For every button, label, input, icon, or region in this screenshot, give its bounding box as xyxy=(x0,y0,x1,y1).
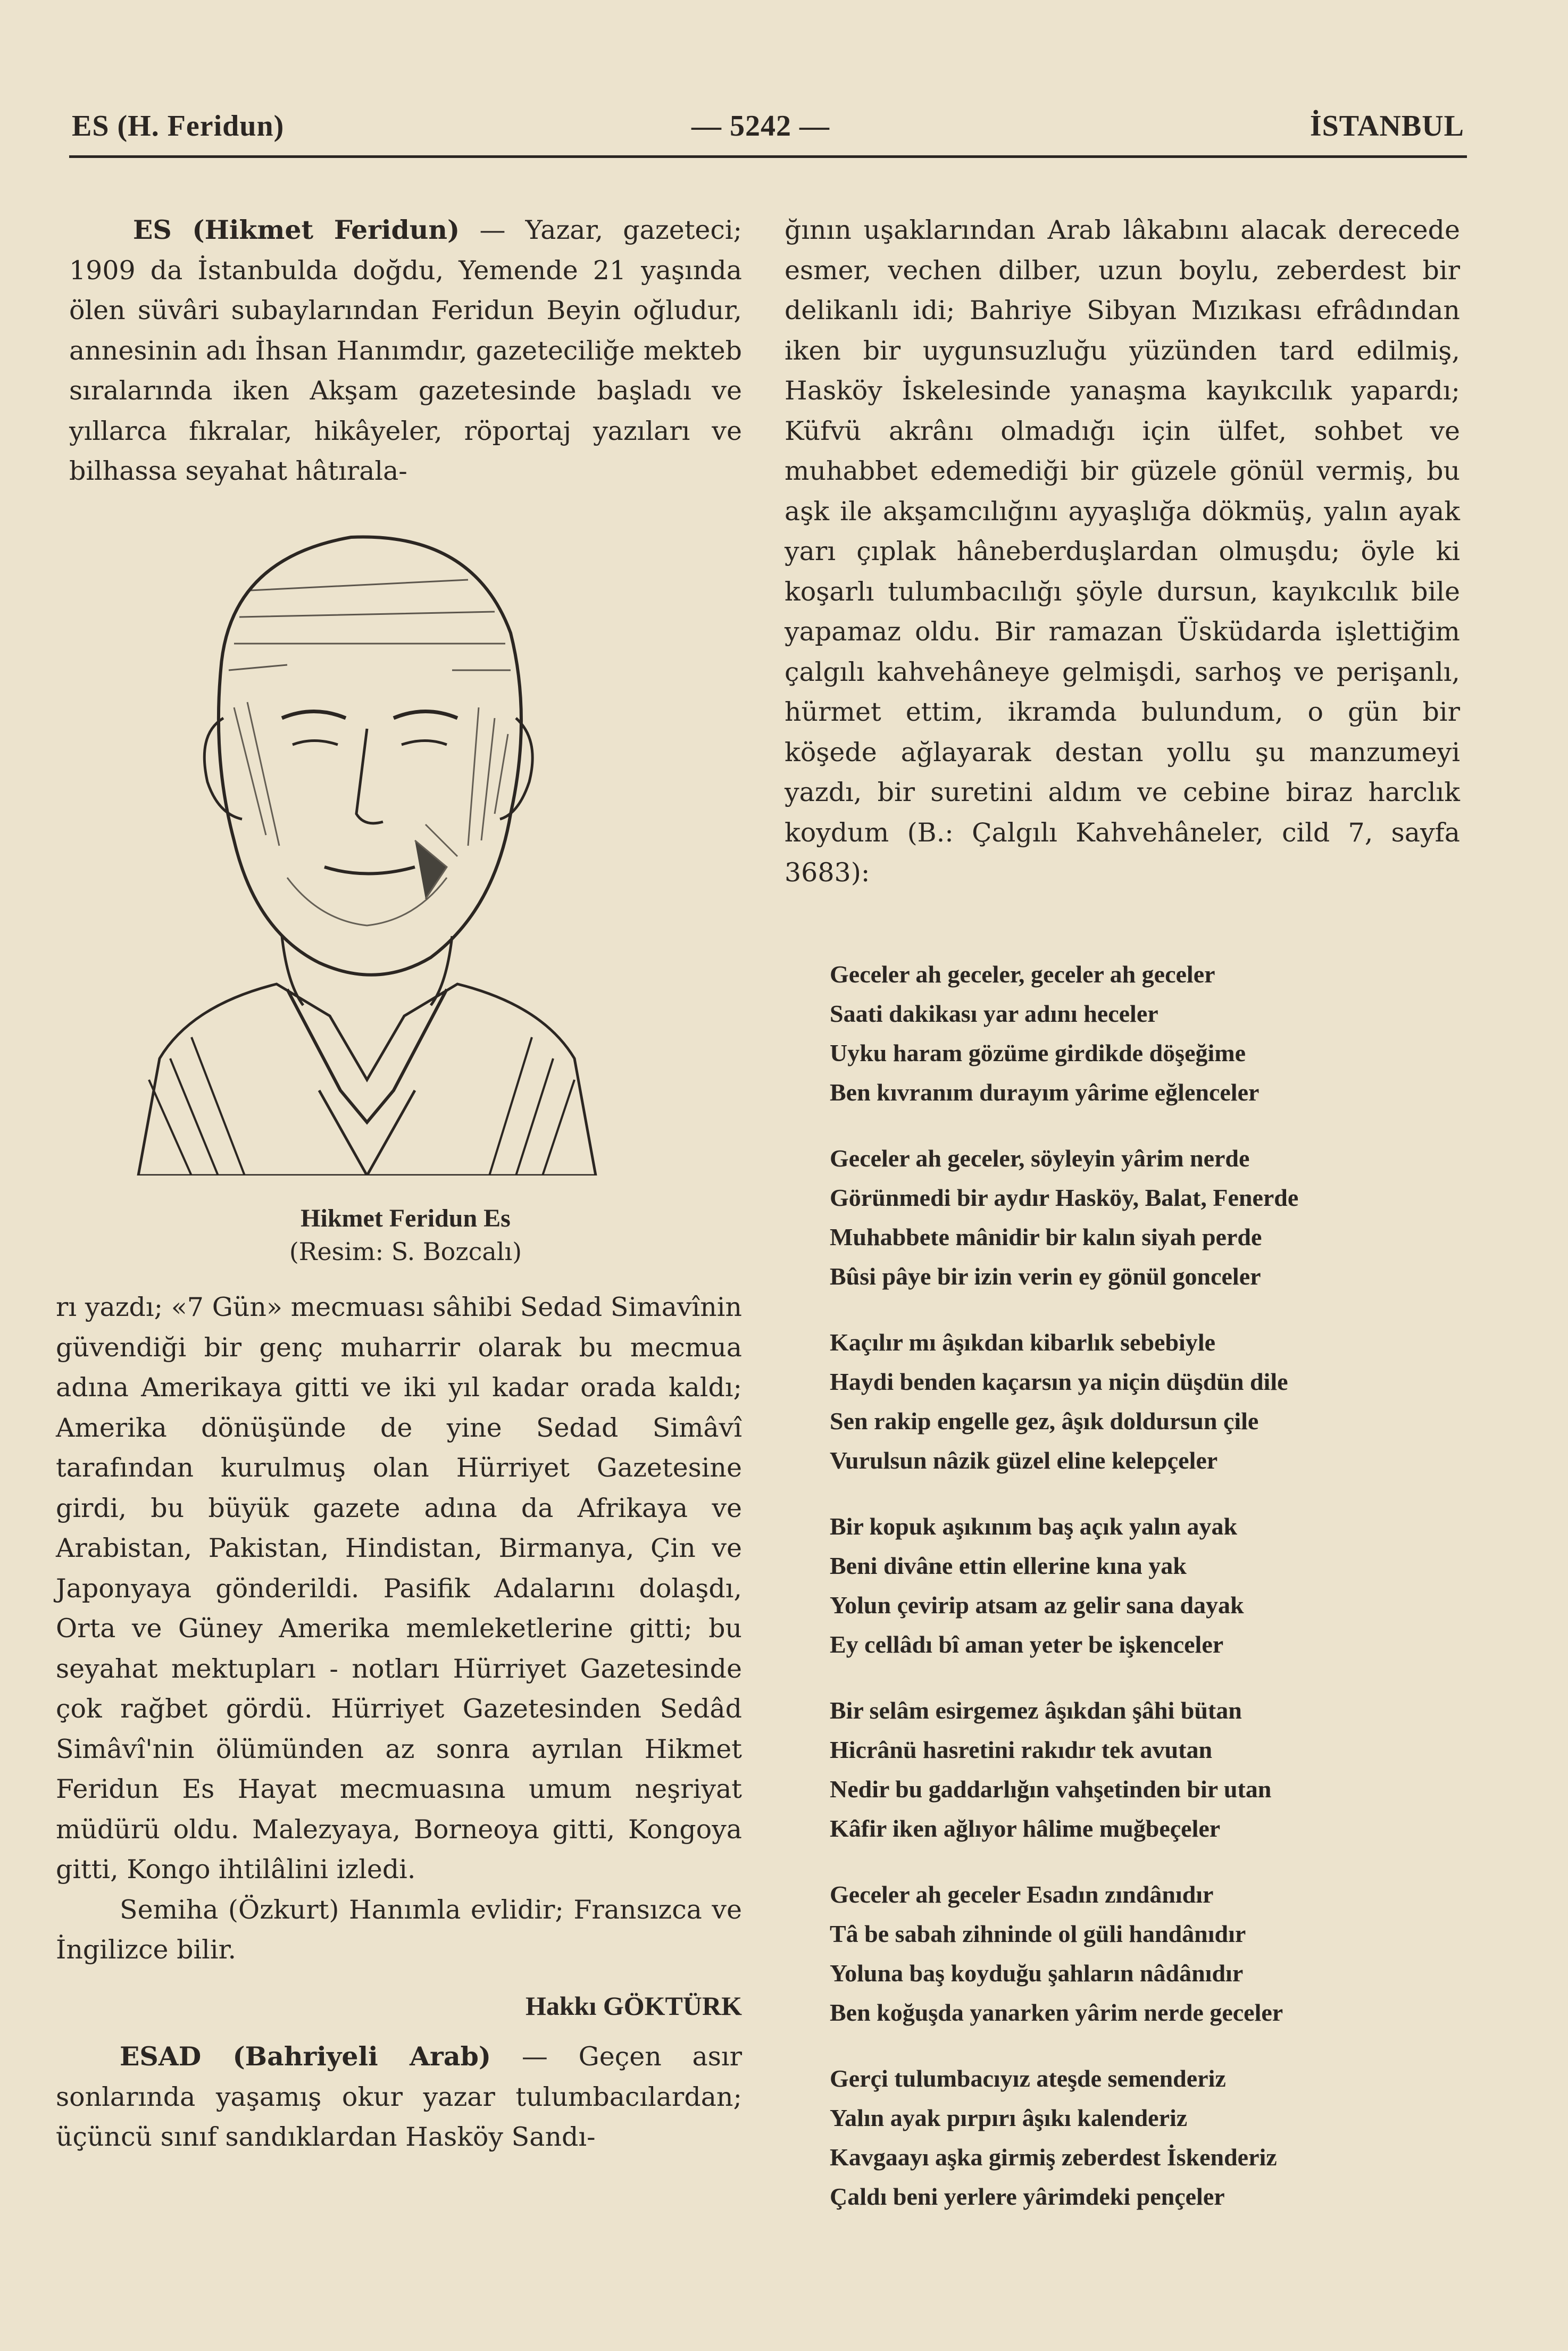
header-rule xyxy=(69,155,1467,158)
poem-line: Saati dakikası yar adını heceler xyxy=(830,1000,1158,1027)
poem-line: Uyku haram gözüme girdikde döşeğime xyxy=(830,1039,1246,1066)
poem-line: Kaçılır mı âşıkdan kibarlık sebebiyle xyxy=(830,1329,1216,1356)
poem-line: Bir kopuk aşıkınım baş açık yalın ayak xyxy=(830,1513,1238,1540)
poem-line: Nedir bu gaddarlığın vahşetinden bir utan xyxy=(830,1775,1272,1803)
poem-stanza xyxy=(830,2059,1479,2216)
poem-stanza xyxy=(830,1139,1479,1296)
poem-line: Muhabbete mânidir bir kalın siyah perde xyxy=(830,1223,1262,1250)
poem-stanza xyxy=(830,1691,1479,1848)
poem-line: Kavgaayı aşka girmiş zeberdest İskenderiz xyxy=(830,2144,1277,2171)
poem-stanza xyxy=(830,1323,1479,1480)
poem-line: Geceler ah geceler Esadın zındânıdır xyxy=(830,1881,1214,1908)
poem-line: Vurulsun nâzik güzel eline kelepçeler xyxy=(830,1447,1218,1474)
poem-line: Kâfir iken ağlıyor hâlime muğbeçeler xyxy=(830,1815,1221,1842)
poem-line: Ben kıvranım durayım yârime eğlenceler xyxy=(830,1079,1260,1106)
poem-line: Bir selâm esirgemez âşıkdan şâhi bütan xyxy=(830,1697,1242,1724)
entry-text-continued: ğının uşaklarından Arab lâkabını alacak derecede esmer, vechen dilber, uzun boylu, zeberdest bir delikanlı idi; Bahriye Sibyan Mızıkası efrâdından iken bir uygunsuzluğu yüzünden tard edilmiş, Hasköy İskelesinde yanaşma kayıkcılık yapardı; Küfvü akrânı olmadığı için ülfet, sohbet ve muhabbet edemediği bir güzele gönül vermiş, bu aşk ile akşamcılığını ayyaşlığa dökmüş, yalın ayak yarı çıplak hâneberduşlardan olmuşdu; öyle ki koşarlı tulumbacılığı şöyle dursun, kayıkcılık bile yapamaz oldu. Bir ramazan Üsküdarda işlettiğim çalgılı kahvehâneye gelmişdi, sarhoş ve perişanlı, hürmet ettim, ikramda bulundum, o gün bir köşede ağlayarak destan yollu şu manzumeyi yazdı, bir suretini aldım ve cebine biraz harclık koydum (B.: Çalgılı Kahvehâneler, cild 7, sayfa 3683): xyxy=(785,215,1460,888)
entry-esad-bahriyeli-arab xyxy=(56,2037,742,2157)
entry-text: — Geçen asır sonlarında yaşamış okur yazar tulumbacılardan; üçüncü sınıf sandıklardan Hasköy Sandı- xyxy=(56,2041,742,2152)
poem-line: Sen rakip engelle gez, âşık doldursun çile xyxy=(830,1407,1259,1435)
poem-line: Yolun çevirip atsam az gelir sana dayak xyxy=(830,1591,1244,1619)
poem-line: Beni divâne ettin ellerine kına yak xyxy=(830,1552,1187,1579)
poem xyxy=(830,955,1479,2243)
poem-stanza xyxy=(830,1875,1479,2032)
poem-line: Geceler ah geceler, geceler ah geceler xyxy=(830,961,1215,988)
portrait-illustration xyxy=(128,495,606,1176)
left-column-continued xyxy=(56,1287,742,2157)
poem-line: Görünmedi bir aydır Hasköy, Balat, Fenerde xyxy=(830,1184,1299,1211)
poem-line: Gerçi tulumbacıyız ateşde semenderiz xyxy=(830,2065,1226,2092)
poem-line: Haydi benden kaçarsın ya niçin düşdün dile xyxy=(830,1368,1288,1395)
poem-line: Yoluna baş koyduğu şahların nâdânıdır xyxy=(830,1960,1244,1987)
poem-line: Çaldı beni yerlere yârimdeki pençeler xyxy=(830,2183,1225,2210)
running-head-right: İSTANBUL xyxy=(1310,110,1464,143)
poem-line: Bûsi pâye bir izin verin ey gönül gonceler xyxy=(830,1263,1261,1290)
right-column-text xyxy=(785,210,1460,893)
entry-family: Semiha (Özkurt) Hanımla evlidir; Fransızca ve İngilizce bilir. xyxy=(56,1894,742,1965)
portrait-caption xyxy=(69,1202,742,1268)
entry-text: — Yazar, gazeteci; 1909 da İstanbulda doğdu, Yemende 21 yaşında ölen süvâri subaylarından Feridun Beyin oğludur, annesinin adı İhsan Hanımdır, gazeteciliğe mekteb sıralarında iken Akşam gazetesinde başladı ve yıllarca fıkralar, hikâyeler, röportaj yazıları ve bilhassa seyahat hâtırala- xyxy=(69,215,743,486)
author-signature: Hakkı GÖKTÜRK xyxy=(525,1990,742,2021)
running-head-left: ES (H. Feridun) xyxy=(72,110,285,143)
entry-title: ESAD (Bahriyeli Arab) xyxy=(120,2041,491,2072)
poem-stanza xyxy=(830,1507,1479,1664)
poem-line: Hicrânü hasretini rakıdır tek avutan xyxy=(830,1736,1213,1763)
entry-title: ES (Hikmet Feridun) xyxy=(133,214,460,245)
poem-line: Tâ be sabah zihninde ol güli handânıdır xyxy=(830,1920,1246,1947)
page-number: — 5242 — xyxy=(691,110,830,143)
poem-line: Ben koğuşda yanarken yârim nerde geceler xyxy=(830,1999,1283,2026)
poem-stanza xyxy=(830,955,1479,1112)
entry-text-continued: rı yazdı; «7 Gün» mecmuası sâhibi Sedad Simavînin güvendiği bir genç muharrir olarak bu mecmua adına Amerikaya gitti ve iki yıl kadar orada kaldı; Amerika dönüşünde de yine Sedad Simâvî tarafından kurulmuş olan Hürriyet Gazetesine girdi, bu büyük gazete adına da Afrikaya ve Arabistan, Pakistan, Hindistan, Birmanya, Çin ve Japonyaya gönderildi. Pasifik Adalarını dolaşdı, Orta ve Güney Amerika memleketlerine gitti; bu seyahat mektupları - notları Hürriyet Gazetesinde çok rağbet gördü. Hürriyet Gazetesinden Sedâd Simâvî'nin ölümünden az sonra ayrılan Hikmet Feridun Es Hayat mecmuasına umum neşriyat müdürü oldu. Malezyaya, Borneoya gitti, Kongoya gitti, Kongo ihtilâlini izledi. xyxy=(56,1292,742,1885)
caption-name: Hikmet Feridun Es xyxy=(301,1204,511,1232)
poem-line: Ey cellâdı bî aman yeter be işkenceler xyxy=(830,1631,1224,1658)
poem-line: Geceler ah geceler, söyleyin yârim nerde xyxy=(830,1145,1250,1172)
entry-es-hikmet-feridun xyxy=(69,210,742,491)
caption-credit: (Resim: S. Bozcalı) xyxy=(289,1237,522,1266)
poem-line: Yalın ayak pırpırı âşıkı kalenderiz xyxy=(830,2104,1188,2131)
